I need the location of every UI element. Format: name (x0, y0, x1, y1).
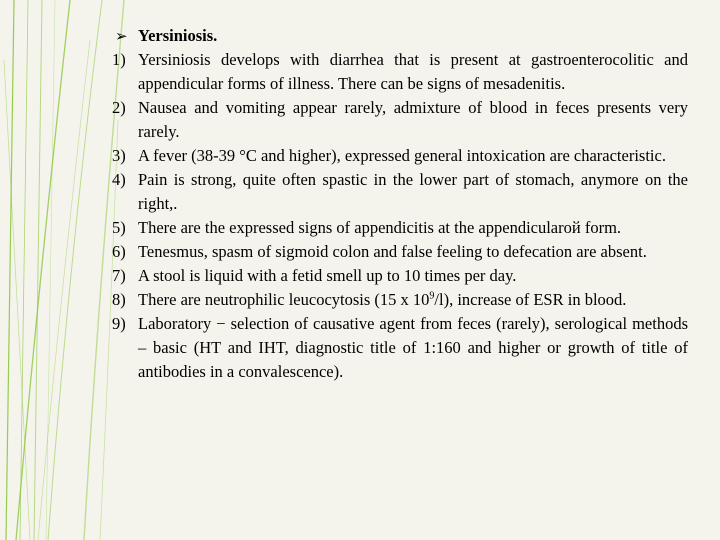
list-item (112, 48, 688, 96)
list-item (112, 216, 688, 240)
decorative-green-lines (0, 0, 130, 540)
item-number: 3) (112, 146, 126, 165)
list-item (112, 240, 688, 264)
heading-text: Yersiniosis. (138, 26, 218, 45)
item-number: 9) (112, 314, 126, 333)
list-item (112, 288, 688, 312)
item-text-after: /l), increase of ESR in blood. (434, 290, 627, 309)
item-text: Yersiniosis develops with diarrhea that is present at gastroenterocolitic and appendicular forms of illness. There can be signs of mesadenitis. (138, 50, 688, 93)
list-item (112, 312, 688, 384)
item-number: 7) (112, 266, 126, 285)
slide-content (112, 24, 688, 384)
item-text: A fever (38-39 °C and higher), expressed general intoxication are characteristic. (138, 146, 666, 165)
item-number: 5) (112, 218, 126, 237)
item-text: There are the expressed signs of appendicitis at the appendicularой form. (138, 218, 622, 237)
item-text: Pain is strong, quite often spastic in the lower part of stomach, anymore on the right,. (138, 170, 688, 213)
item-text: Laboratory − selection of causative agent from feces (rarely), serological methods – basic (HT and IHT, diagnostic title of 1:160 and higher or growth of title of antibodies in a convalescence). (138, 314, 688, 381)
item-text: A stool is liquid with a fetid smell up to 10 times per day. (138, 266, 517, 285)
slide-heading (115, 24, 688, 48)
list-item (112, 96, 688, 144)
points-list (112, 48, 688, 384)
arrow-bullet-icon: ➢ (115, 29, 128, 45)
item-number: 4) (112, 170, 126, 189)
item-number: 8) (112, 290, 126, 309)
item-number: 6) (112, 242, 126, 261)
item-number: 1) (112, 50, 126, 69)
superscript-exponent: 9 (429, 290, 435, 302)
item-text: Nausea and vomiting appear rarely, admixture of blood in feces presents very rarely. (138, 98, 688, 141)
item-text: Tenesmus, spasm of sigmoid colon and false feeling to defecation are absent. (138, 242, 647, 261)
item-text-before: There are neutrophilic leucocytosis (15 x 10 (138, 290, 430, 309)
list-item (112, 168, 688, 216)
list-item (112, 264, 688, 288)
list-item (112, 144, 688, 168)
item-number: 2) (112, 98, 126, 117)
